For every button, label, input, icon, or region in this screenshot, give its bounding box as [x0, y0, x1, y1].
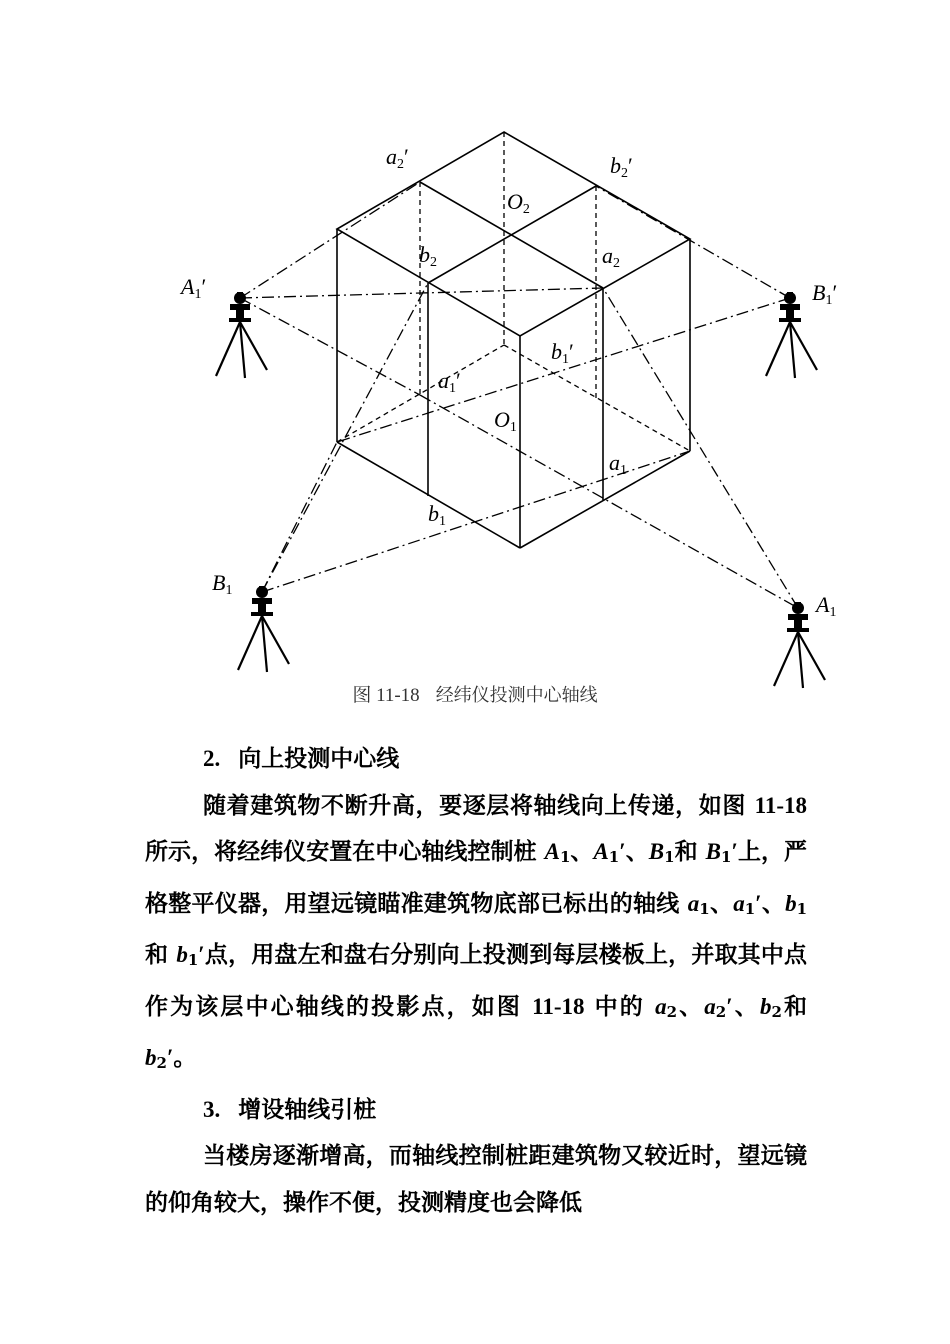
theodolite-A1-prime-icon — [216, 292, 267, 378]
figure-caption-title: 经纬仪投测中心轴线 — [435, 685, 598, 706]
label-b2: b2 — [419, 242, 437, 270]
label-O2: O2 — [507, 189, 530, 217]
label-b1: b1 — [428, 501, 446, 529]
body-text — [145, 736, 807, 1226]
label-B1-prime: B1′ — [812, 280, 838, 308]
label-A1-prime: A1′ — [181, 274, 207, 302]
section-3-heading: 3. 增设轴线引桩 — [203, 1095, 377, 1123]
theodolite-B1-prime-icon — [766, 292, 817, 378]
label-a1-prime: a1′ — [438, 368, 461, 396]
label-b2-prime: b2′ — [610, 153, 633, 181]
label-b1-prime: b1′ — [551, 339, 574, 367]
label-a2-prime: a2′ — [386, 144, 409, 172]
theodolite-B1-icon — [238, 586, 289, 672]
label-B1: B1 — [212, 570, 233, 598]
label-A1: A1 — [816, 592, 837, 620]
figure-caption — [0, 680, 950, 707]
sight-lines — [240, 182, 798, 608]
paragraph-2: 当楼房逐渐增高，而轴线控制桩距建筑物又较近时，望远镜的仰角较大，操作不便，投测精度也会降低 — [145, 1142, 807, 1216]
hidden-edges — [337, 132, 690, 451]
label-a1: a1 — [609, 450, 627, 478]
figure-caption-number: 图 11-18 — [352, 685, 420, 706]
label-a2: a2 — [602, 243, 620, 271]
section-2-heading: 2. 向上投测中心线 — [203, 745, 400, 772]
label-O1: O1 — [494, 407, 517, 435]
paragraph-1: 随着建筑物不断升高，要逐层将轴线向上传递，如图 11-18 所示，将经纬仪安置在中心轴线控制桩 A1、A1′、B1和 B1′上，严格整平仪器，用望远镜瞄准建筑物底部已标出的轴线 a1、a1′、b1和 b1′点，用盘左和盘右分别向上投测到每层楼板上，并取其中点作为该层中心轴线的投影点，如图 11-18 中的 a2、a2′、b2和 b2′。 — [145, 791, 808, 1072]
